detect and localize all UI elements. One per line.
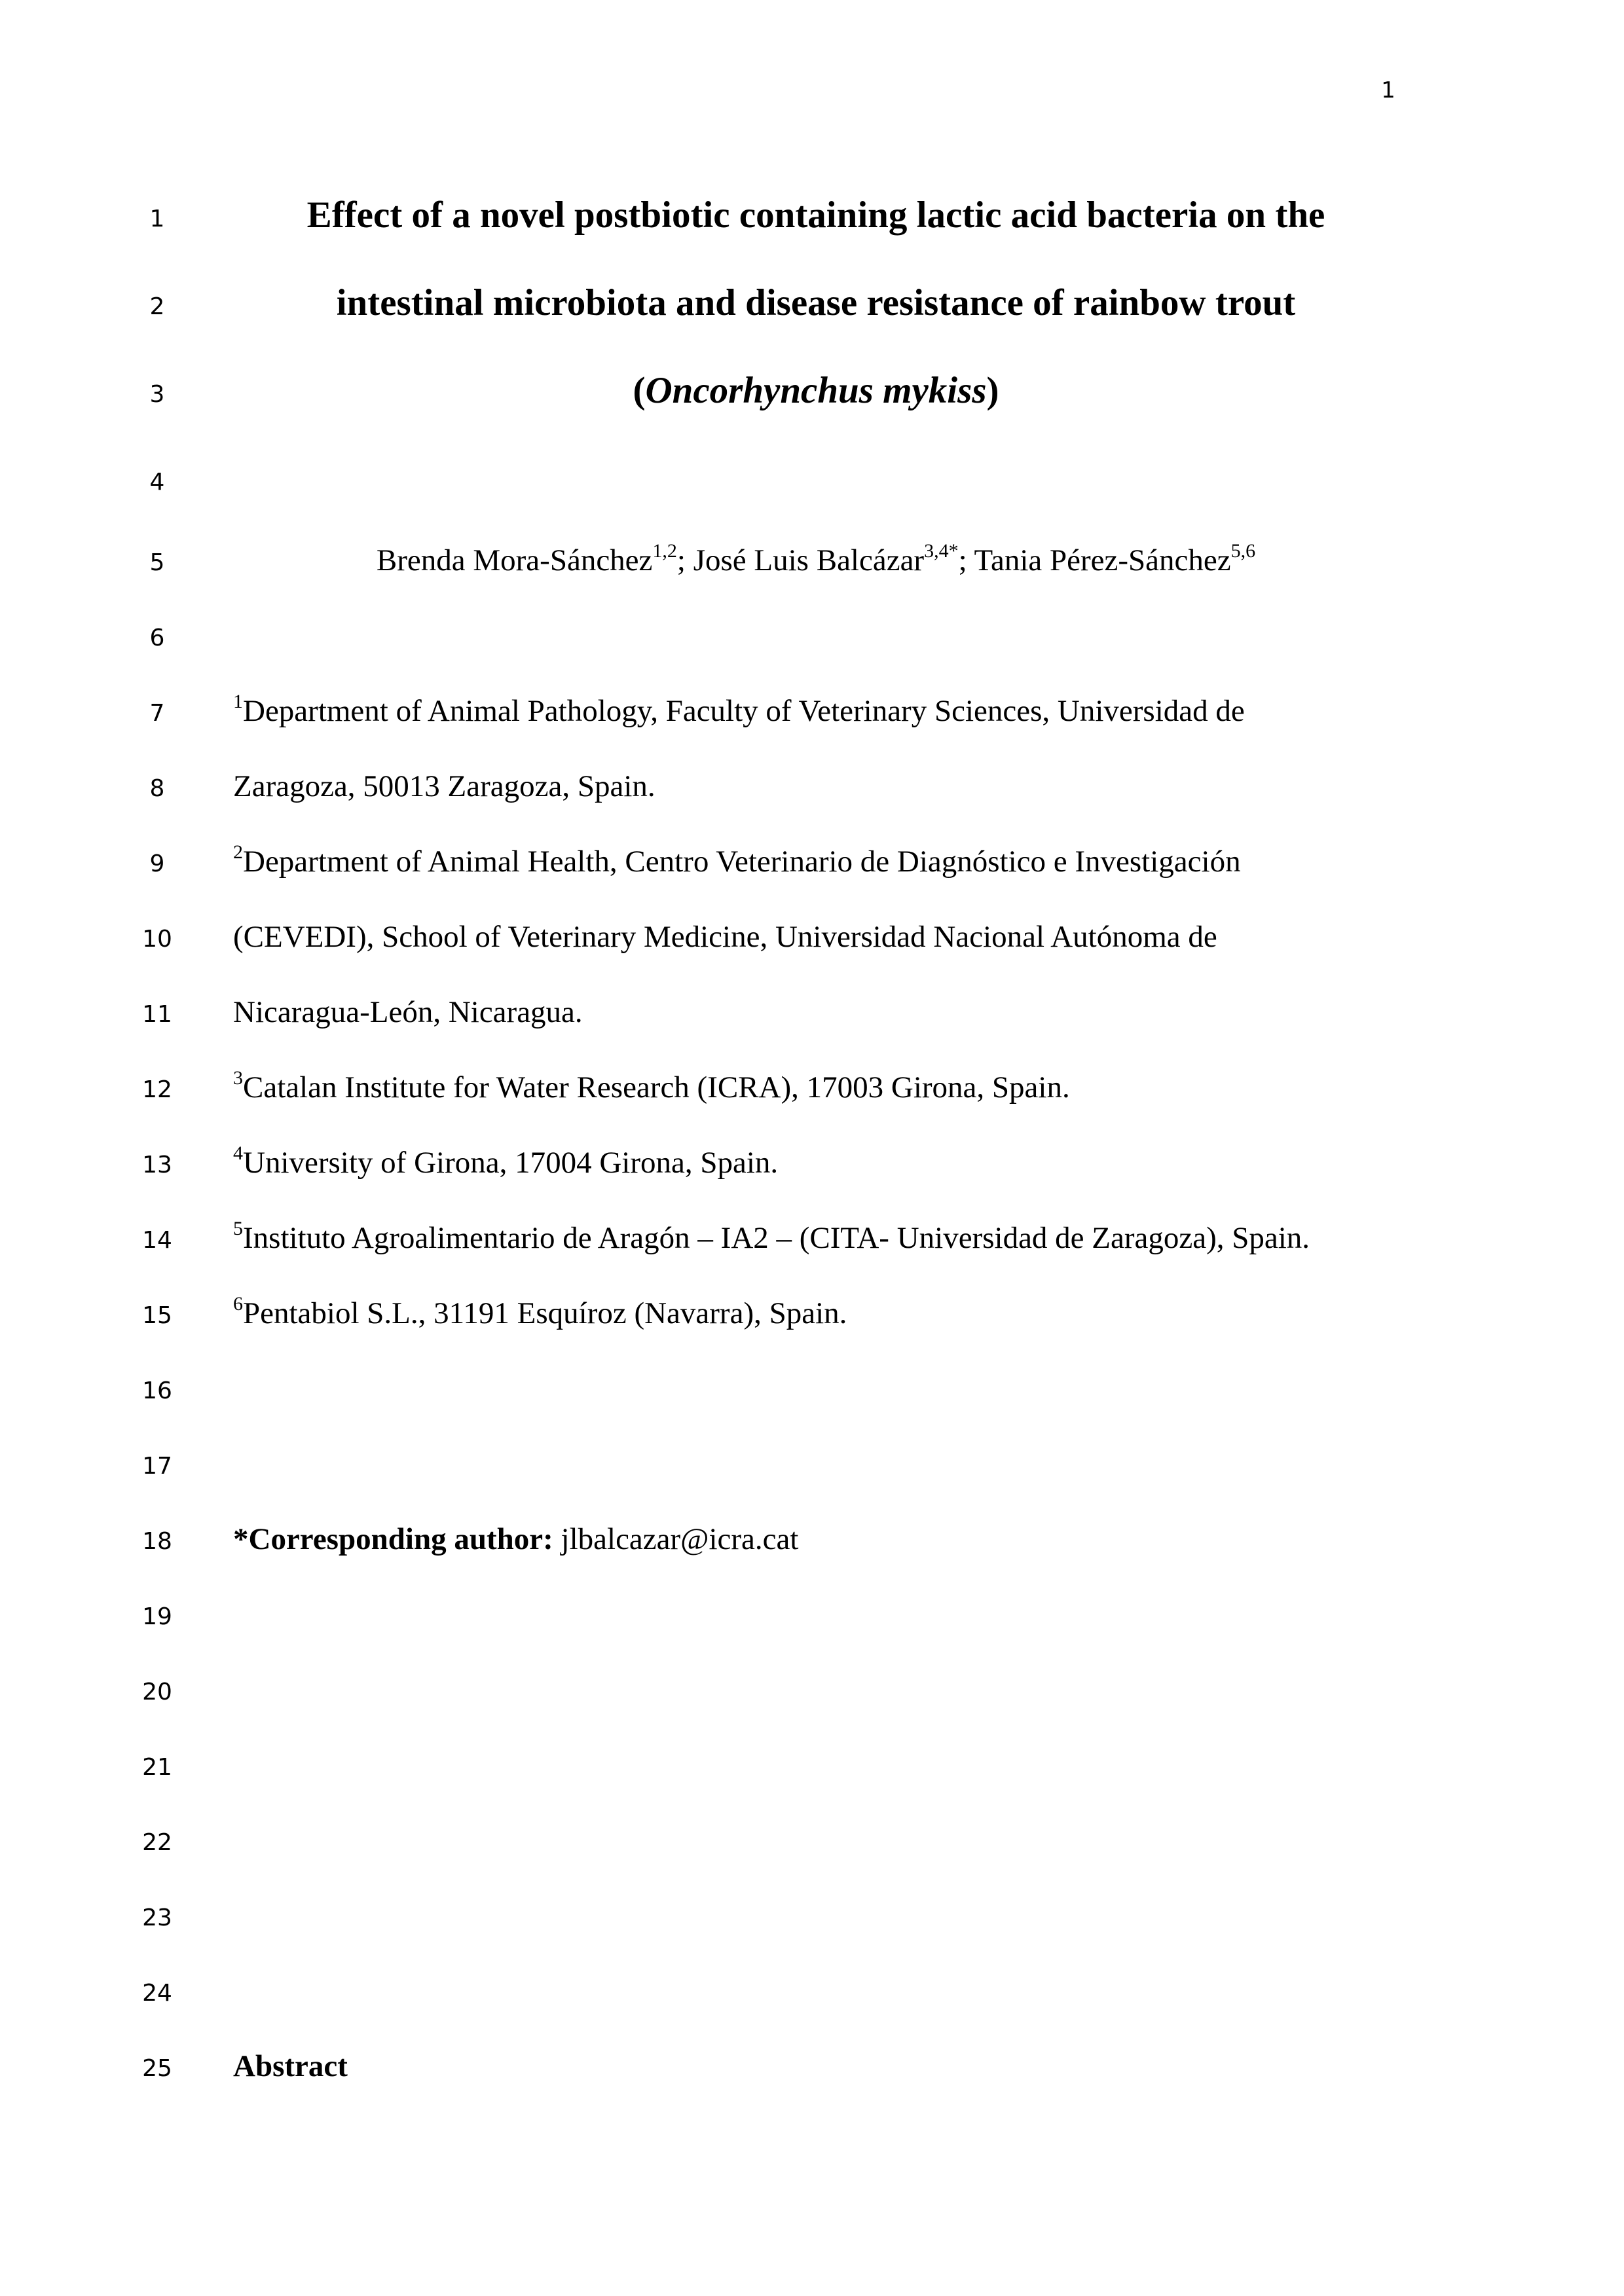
line-number: 13 [142, 1152, 172, 1178]
affiliation-mark: 5,6 [1230, 540, 1256, 562]
line-number: 7 [149, 700, 165, 727]
corresponding-label: *Corresponding author: [233, 1522, 553, 1556]
corresponding-author [233, 1524, 798, 1555]
page-number: 1 [1381, 77, 1395, 103]
line-number: 21 [142, 1754, 172, 1781]
affiliation-5: $^5$Instituto Agroalimentario de Aragón – IA2 – (CITA- Universidad de Zaragoza), Spain. [233, 1218, 1310, 1255]
line-number: 20 [142, 1679, 172, 1705]
line-number: 22 [142, 1829, 172, 1856]
line-number: 9 [149, 850, 165, 877]
line-number: 19 [142, 1603, 172, 1630]
line-number: 4 [149, 469, 165, 496]
affiliation-4: $^4$University of Girona, 17004 Girona, Spain. [233, 1142, 779, 1180]
title-line-3: (Oncorhynchus mykiss) [633, 370, 999, 411]
title-line-2: intestinal microbiota and disease resistance of rainbow trout [336, 282, 1296, 323]
line-number: 8 [149, 775, 165, 802]
title-line-1: Effect of a novel postbiotic containing lactic acid bacteria on the [306, 194, 1325, 236]
line-number: 6 [149, 625, 165, 651]
line-number: 12 [142, 1076, 172, 1103]
line-number: 23 [142, 1904, 172, 1931]
author-list: Brenda Mora-Sánchez$^{1,2}$; José Luis Balcázar$^{3,4*}$; Tania Pérez-Sánchez$^{5,6}$ [376, 540, 1256, 577]
line-number: 3 [149, 381, 165, 408]
affiliation-1: $^1$Department of Animal Pathology, Faculty of Veterinary Sciences, Universidad de [233, 691, 1245, 728]
line-number: 10 [142, 926, 172, 953]
line-number: 17 [142, 1453, 172, 1480]
line-number: 5 [149, 549, 165, 576]
line-number: 18 [142, 1528, 172, 1555]
affiliation-2-cont: (CEVEDI), School of Veterinary Medicine, Universidad Nacional Autónoma de [233, 920, 1217, 954]
line-number: 1 [149, 206, 165, 232]
line-number: 25 [142, 2055, 172, 2082]
abstract-heading: Abstract [233, 2049, 348, 2083]
affiliation-2-cont: Nicaragua-León, Nicaragua. [233, 995, 583, 1029]
affiliation-mark: 1,2 [652, 540, 677, 562]
affiliation-3: $^3$Catalan Institute for Water Research (ICRA), 17003 Girona, Spain. [233, 1067, 1070, 1104]
line-number: 15 [142, 1302, 172, 1329]
line-number: 24 [142, 1980, 172, 2007]
corresponding-email: jlbalcazar@icra.cat [553, 1522, 799, 1556]
affiliation-mark: 3,4* [924, 540, 959, 562]
affiliation-2: $^2$Department of Animal Health, Centro Veterinario de Diagnóstico e Investigación [233, 841, 1241, 879]
line-number: 11 [142, 1001, 172, 1028]
affiliation-6: $^6$Pentabiol S.L., 31191 Esquíroz (Navarra), Spain. [233, 1293, 847, 1330]
line-number: 16 [142, 1377, 172, 1404]
species-name: Oncorhynchus mykiss [645, 370, 987, 411]
line-number: 14 [142, 1227, 172, 1254]
line-number: 2 [149, 293, 165, 320]
affiliation-1-cont: Zaragoza, 50013 Zaragoza, Spain. [233, 769, 655, 803]
